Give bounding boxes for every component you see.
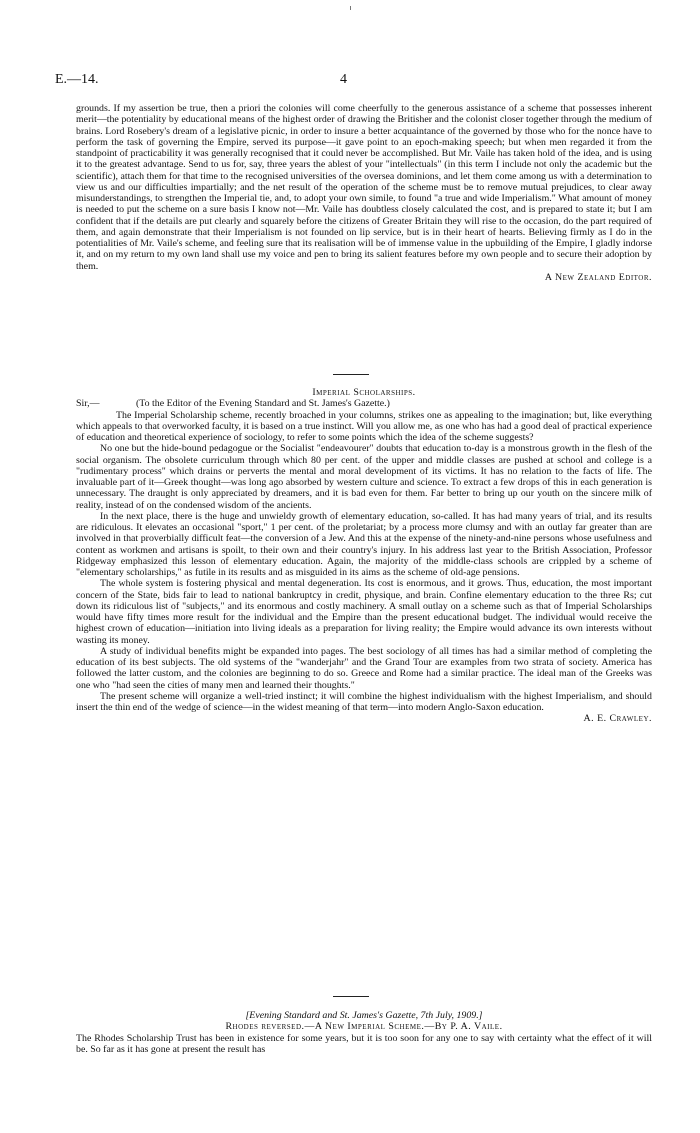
letter-2-paragraph: The whole system is fostering physical and mental degeneration. Its cost is enormous, and it grows. Thus, education, the most important concern of the State, bids fair to lead to national bankruptcy in credit, physique, and brain. Confine elementary education to the three Rs; cut down its ridiculous list of "subjects," and its enormous and costly machinery. A small outlay on a scheme such as that of Imperial Scholarships would have fifty times more result for the individual and the Empire than the present educational budget. The individual would receive the highest crown of education—initiation into living ideals as a preparation for living reality; the Empire would advance its own interests without wasting its money. <box>76 578 652 646</box>
document-code: E.—14. <box>55 72 99 87</box>
letter-2-paragraph: The present scheme will organize a well-tried instinct; it will combine the highest individualism with the highest Imperialism, and should insert the thin end of the wedge of science—in the widest meaning of that term—into modern Anglo-Saxon education. <box>76 690 652 713</box>
article-3-title: Rhodes reversed.—A New Imperial Scheme.—By P. A. Vaile. <box>225 1021 503 1033</box>
letter-2-title: Imperial Scholarships. <box>312 387 416 398</box>
section-divider <box>333 374 369 375</box>
letter-2-attribution: (To the Editor of the Evening Standard and St. James's Gazette.) <box>136 398 390 410</box>
letter-2-salutation: Sir,— <box>76 398 100 410</box>
letter-2 <box>76 387 652 725</box>
article-3-body: The Rhodes Scholarship Trust has been in existence for some years, but it is too soon for any one to say with certainty what the effect of it will be. So far as it has gone at present the result has <box>76 1032 652 1055</box>
letter-2-paragraph: In the next place, there is the huge and unwieldy growth of elementary education, so-called. It has had many years of trial, and its results are ridiculous. It elevates an occasional "sport," 1 per cent. of the proletariat; by a process more clumsy and with an outlay far greater than are involved in that proverbially difficult feat—the conversion of a Jew. And this at the expense of the ninety-and-nine persons whose usefulness and content as workmen and artisans is spoilt, to their own and their country's injury. In his address last year to the British Association, Professor Ridgeway emphasized this lesson of elementary education. Again, the majority of the middle-class schools are crippled by a scheme of "elementary scholarships," as futile in its results and as misguided in its aims as the scheme of old-age pensions. <box>76 510 652 578</box>
article-3 <box>76 1010 652 1055</box>
letter-1-signature: A New Zealand Editor. <box>544 271 652 283</box>
letter-1 <box>76 103 652 283</box>
letter-2-paragraph: The Imperial Scholarship scheme, recently broached in your columns, strikes one as appealing to the imagination; but, like everything which appeals to that overworked faculty, it is based on a true instinct. Will you allow me, as one who has had a good deal of practical experience of education and theoretical experience of sociology, to refer to some points which the idea of the scheme suggests? <box>76 409 652 443</box>
letter-2-signature: A. E. Crawley. <box>583 713 652 725</box>
page-number: 4 <box>340 72 347 87</box>
article-3-source: [Evening Standard and St. James's Gazette, 7th July, 1909.] <box>245 1010 483 1021</box>
scan-mark <box>350 6 351 10</box>
letter-2-paragraph: No one but the hide-bound pedagogue or the Socialist "endeavourer" doubts that education to-day is a monstrous growth in the flesh of the social organism. The obsolete curriculum through which 80 per cent. of the upper and middle classes are pushed at school and college is a "rudimentary process" which drains or perverts the mental and moral development of its victims. It has no relation to the facts of life. The invaluable part of it—Greek thought—was long ago absorbed by western culture and science. To extract a few drops of this in each generation is unnecessary. The draught is only appreciated by dreamers, and it is bad even for them. Far better to bring up our youth on the sincere milk of reality, instead of on the condensed wisdom of the ancients. <box>76 443 652 511</box>
letter-2-salutation-row <box>76 398 652 409</box>
letter-1-body: grounds. If my assertion be true, then a priori the colonies will come cheerfully to the generous assistance of a scheme that possesses inherent merit—the potentiality by educational means of the highest order of drawing the Britisher and the colonist closer together through the medium of brains. Lord Rosebery's dream of a legislative picnic, in order to insure a better acquaintance of the governed by those who for the nonce have to perform the task of governing the Empire, served its purpose—it gave point to an epoch-making speech; but when men regarded it from the standpoint of practicability it was generally recognised that it could never be accomplished. But Mr. Vaile has taken hold of the idea, and is using it to the greatest advantage. Send to us for, say, three years the ablest of your "intellectuals" (in this term I include not only the academic but the scientific), attach them for that time to the recognised universities of the oversea dominions, and let them come among us with a determination to view us and our difficulties impartially; and the net result of the operation of the scheme must be to remove mutual prejudices, to clear away misunderstandings, to strengthen the Imperial tie, and, to adopt your own simile, to found "a true and wide Imperialism." What amount of money is needed to put the scheme on a sure basis I know not—Mr. Vaile has doubtless closely calculated the cost, and is prepared to state it; but I am confident that if the details are put clearly and squarely before the citizens of Greater Britain they will rise to the occasion, do the part required of them, and again demonstrate that their Imperialism is not founded on lip service, but is in their heart of hearts. Believing firmly as I do in the potentialities of Mr. Vaile's scheme, and feeling sure that its realisation will be of immense value in the upbuilding of the Empire, I gladly indorse it, and on my return to my own land shall use my voice and pen to bring its salient features before my own people and to secure their adoption by them. <box>76 103 652 272</box>
section-divider <box>333 996 369 997</box>
letter-2-paragraph: A study of individual benefits might be expanded into pages. The best sociology of all times has had a similar method of completing the education of its best subjects. The old systems of the "wanderjahr" and the Grand Tour are examples from two strata of society. America has followed the latter custom, and the colonies are beginning to do so. Greece and Rome had a similar practice. The ideal man of the Greeks was one who "had seen the cities of many men and learned their thoughts." <box>76 645 652 691</box>
